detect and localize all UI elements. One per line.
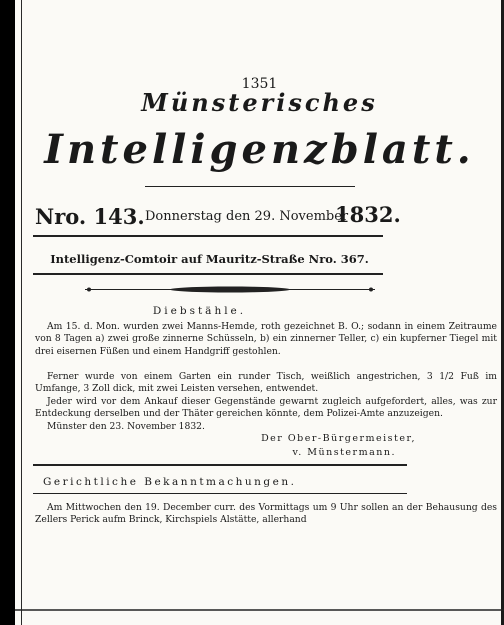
page-bottom-edge [15,609,504,611]
issue-date: Donnerstag den 29. November [145,209,349,224]
issue-rule-top [33,235,383,237]
section-heading-gericht: Gerichtliche Bekanntmachungen. [43,476,297,488]
masthead-line1: Münsterisches [141,88,378,117]
place-date: Münster den 23. November 1832. [47,421,205,432]
masthead-rule [145,186,355,187]
section-rule-top [33,464,407,466]
comtoir-line: Intelligenz-Comtoir auf Mauritz-Straße Nro. 367. [50,252,369,266]
section-rule-bottom [33,493,407,494]
issue-year: 1832. [335,202,401,227]
gericht-paragraph: Am Mittwochen den 19. December curr. des Vormittags um 9 Uhr sollen an der Behausung des Zellers Perick aufm Brinck, Kirchspiels Alstätte, allerhand [35,502,497,526]
issue-rule-bottom [33,273,383,275]
diebstahl-paragraph-2: Ferner wurde von einem Garten ein runder Tisch, weißlich angestrichen, 3 1/2 Fuß im Umfange, 3 Zoll dick, mit zwei Leisten versehen, entwendet. [35,371,497,395]
issue-number: Nro. 143. [35,204,145,229]
diebstahl-paragraph-3: Jeder wird vor dem Ankauf dieser Gegenstände gewarnt zugleich aufgefordert, alles, was zur Entdeckung derselben und der Thäter gereichen könnte, dem Polizei-Amte anzuzeigen. [35,396,497,420]
section-heading-diebstaehle: Diebstähle. [152,305,247,317]
newspaper-page [15,0,504,625]
diebstahl-paragraph-1: Am 15. d. Mon. wurden zwei Manns-Hemde, roth gezeichnet B. O.; sodann in einem Zeitraume von 8 Tagen a) zwei große zinnerne Schüsseln, b) ein zinnerner Teller, c) ein kupferner Tiegel mit drei eisernen Füßen und einem Handgriff gestohlen. [35,321,497,357]
signature-title: Der Ober-Bürgermeister, [261,433,416,444]
masthead-line2: Intelligenzblatt. [44,126,475,173]
signature-name: v. Münstermann. [292,447,396,458]
page-number: 1351 [241,76,278,92]
ornament-divider [85,285,375,294]
